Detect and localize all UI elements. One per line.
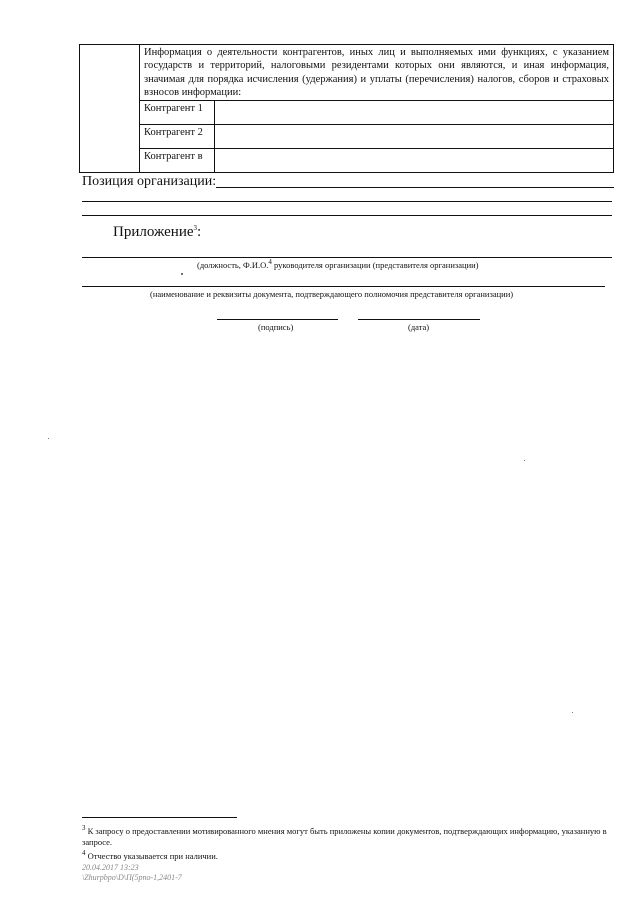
position-line [216, 187, 614, 188]
print-stamp-date: 20.04.2017 13:23 [82, 863, 139, 872]
date-caption: (дата) [408, 322, 430, 332]
footnote-3: $^3$ К запросу о предоставлении мотивированного мнения могут быть приложены копии документов, подтверждающих информацию, указанную в запросе. [82, 824, 607, 847]
signature-caption: (подпись) [258, 322, 294, 332]
counterparty-label: Контрагент 1 [140, 100, 215, 124]
signature-line [217, 319, 338, 320]
table-content-cell [140, 45, 614, 173]
document-line [82, 286, 605, 287]
appendix-label: Приложение$^3$: [113, 224, 202, 240]
counterparty-value [215, 148, 614, 172]
footnote-separator [82, 817, 237, 818]
position-line-2 [82, 201, 612, 202]
position-line-3 [82, 215, 612, 216]
scan-speck [572, 712, 573, 713]
counterparty-value [215, 124, 614, 148]
date-line [358, 319, 480, 320]
counterparty-label: Контрагент 2 [140, 124, 215, 148]
document-caption: (наименование и реквизиты документа, подтверждающего полномочия представителя организации) [150, 289, 514, 299]
table-row [140, 124, 613, 148]
counterparty-label: Контрагент в [140, 148, 215, 172]
print-stamp-path: \Zhurpbpo\D\П(5рпо-1,2401-7 [82, 873, 182, 882]
table-row [140, 148, 613, 172]
info-table [79, 44, 614, 173]
position-label: Позиция организации: [82, 174, 217, 189]
table-row [140, 100, 613, 124]
official-caption: (должность, Ф.И.О.$^4$ руководителя организации (представителя организации) [197, 258, 479, 270]
counterparty-value [215, 100, 614, 124]
official-line [82, 257, 612, 258]
scan-speck [48, 438, 49, 439]
footnote-4: $^4$ Отчество указывается при наличии. [82, 849, 218, 861]
info-text: Информация о деятельности контрагентов, иных лиц и выполняемых ими функциях, с указанием государств и территорий, налоговыми резидентами которых они являются, и иная информация, значимая для порядка исчисления (удержания) и уплаты (перечисления) налогов, сборов и страховых взносов информации: [144, 47, 609, 99]
bullet-mark [181, 273, 183, 275]
table-left-cell [80, 45, 140, 173]
scan-speck [524, 460, 525, 461]
counterparty-rows [140, 100, 613, 172]
